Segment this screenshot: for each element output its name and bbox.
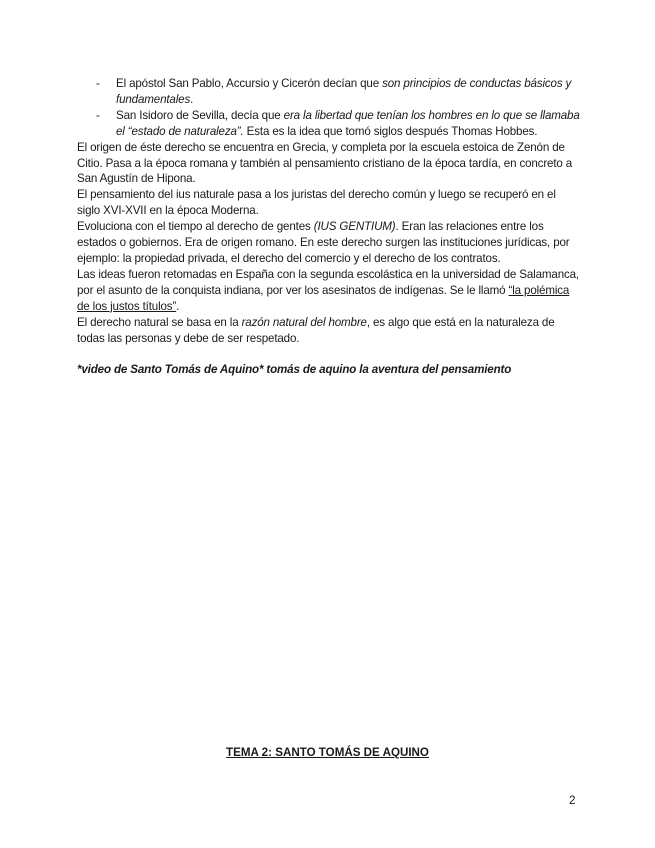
text-run: . Eran las relaciones entre los estados o gobiernos. Era de origen romano. En este derecho surgen las instituciones jurídicas, por ejemplo: la propiedad privada, el derecho del comercio y el derecho de los contratos. (77, 220, 570, 265)
paragraph-ius-gentium (77, 219, 580, 267)
paragraph-ius-naturale: El pensamiento del ius naturale pasa a los juristas del derecho común y luego se recuperó en el siglo XVI-XVII en la época Moderna. (77, 188, 556, 218)
bullet-dash: - (96, 108, 100, 122)
underlined-run: “la polémica de los justos títulos” (77, 283, 570, 313)
bullet-italic: era la libertad que tenían los hombres en lo que se llamaba el “estado de naturaleza”. (116, 108, 580, 138)
italic-run: (IUS GENTIUM) (313, 220, 396, 234)
text-run: El derecho natural se basa en la (77, 315, 242, 329)
bullet-text: El apóstol San Pablo, Accursio y Cicerón decían que (116, 77, 383, 90)
paragraph-salamanca (77, 267, 580, 315)
text-run: Evoluciona con el tiempo al derecho de gentes (77, 220, 314, 234)
body-text (77, 76, 580, 378)
bullet-item (77, 76, 580, 108)
video-note: *video de Santo Tomás de Aquino* tomás de aquino la aventura del pensamiento (77, 363, 512, 377)
bullet-text: Esta es la idea que tomó siglos después Thomas Hobbes. (243, 124, 538, 138)
italic-run: razón natural del hombre (241, 315, 367, 329)
bullet-item (77, 108, 580, 140)
text-run: Las ideas fueron retomadas en España con la segunda escolástica en la universidad de Salamanca, por el asunto de la conquista indiana, por ver los asesinatos de indígenas. Se le llamó (77, 267, 580, 297)
page-number: 2 (569, 794, 576, 807)
paragraph-origin: El origen de éste derecho se encuentra en Grecia, y completa por la escuela estoica de Zenón de Citio. Pasa a la época romana y también al pensamiento cristiano de la época tardía, en concreto a San Agustín de Hipona. (77, 140, 573, 186)
bullet-italic: son principios de conductas básicos y fundamentales (116, 77, 572, 106)
bullet-text: San Isidoro de Sevilla, decía que (116, 108, 284, 122)
text-run: . (176, 299, 180, 313)
text-run: , es algo que está en la naturaleza de todas las personas y debe de ser respetado. (77, 315, 555, 345)
section-heading: TEMA 2: SANTO TOMÁS DE AQUINO (226, 746, 429, 759)
bullet-text: . (190, 92, 194, 106)
bullet-list (77, 76, 580, 140)
paragraph-natural-law (77, 315, 580, 347)
bullet-dash: - (96, 77, 100, 90)
